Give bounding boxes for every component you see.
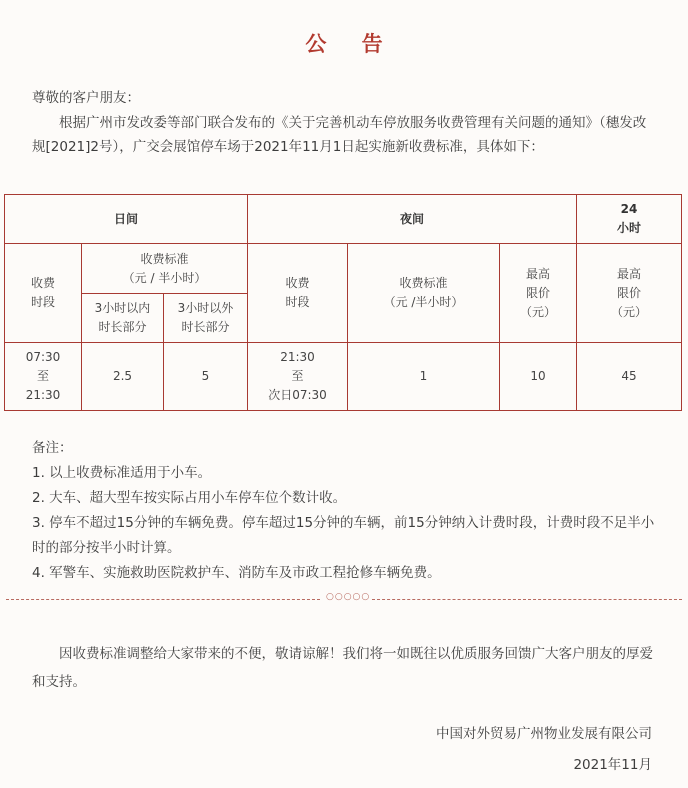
night-period-label-line2: 时段 bbox=[285, 295, 310, 309]
day-period-value bbox=[5, 343, 82, 411]
day-header: 日间 bbox=[5, 195, 248, 244]
day-period-to: 至 bbox=[36, 369, 49, 383]
notes-section bbox=[32, 436, 662, 586]
over3-label-line1: 3小时以外 bbox=[177, 301, 234, 315]
night-period-value bbox=[248, 343, 348, 411]
note-item: 4. 军警车、实施救助医院救护车、消防车及市政工程抢修车辆免费。 bbox=[32, 565, 441, 581]
night-max-value: 10 bbox=[500, 343, 577, 411]
within3-label bbox=[82, 294, 164, 343]
day-period-label-line1: 收费 bbox=[30, 276, 55, 290]
day-period-end: 21:30 bbox=[25, 388, 61, 402]
night-period-end: 次日07:30 bbox=[268, 388, 327, 402]
h24-max-label bbox=[577, 244, 682, 343]
h24-header bbox=[577, 195, 682, 244]
day-std-label bbox=[82, 244, 248, 294]
over3-label bbox=[164, 294, 248, 343]
closing-paragraph: 因收费标准调整给大家带来的不便，敬请谅解！我们将一如既往以优质服务回馈广大客户朋友的厚爱和支持。 bbox=[32, 646, 653, 690]
company-name: 中国对外贸易广州物业发展有限公司 bbox=[436, 726, 652, 742]
fee-table bbox=[4, 194, 682, 411]
night-period-start: 21:30 bbox=[280, 350, 315, 364]
note-item: 2. 大车、超大型车按实际占用小车停车位个数计收。 bbox=[32, 490, 347, 506]
night-period-to: 至 bbox=[291, 369, 304, 383]
night-std-label bbox=[348, 244, 500, 343]
over3-label-line2: 时长部分 bbox=[181, 320, 230, 334]
note-item: 3. 停车不超过15分钟的车辆免费。停车超过15分钟的车辆，前15分钟纳入计费时段，计费时段不足半小时的部分按半小时计算。 bbox=[32, 515, 655, 556]
notice-date: 2021年11月 bbox=[573, 757, 652, 773]
h24-max-label-line1: 最高 bbox=[616, 266, 641, 281]
divider-dots: ○○○○○ bbox=[326, 592, 371, 602]
night-period-label-line1: 收费 bbox=[285, 276, 310, 290]
divider-line-right bbox=[372, 599, 682, 600]
day-period-label bbox=[5, 244, 82, 343]
day-period-start: 07:30 bbox=[25, 350, 61, 364]
night-period-label bbox=[248, 244, 348, 343]
divider-line-left bbox=[6, 599, 320, 600]
h24-max-label-line2: 限价 bbox=[616, 285, 641, 300]
h24-max-value: 45 bbox=[577, 343, 682, 411]
night-max-label-line1: 最高 bbox=[525, 266, 550, 281]
day-std-label-line1: 收费标准 bbox=[140, 251, 189, 266]
note-item: 1. 以上收费标准适用于小车。 bbox=[32, 465, 212, 481]
night-std-value: 1 bbox=[348, 343, 500, 411]
section-divider bbox=[6, 592, 682, 603]
h24-header-line2: 小时 bbox=[616, 221, 641, 235]
night-max-label-line2: 限价 bbox=[525, 285, 550, 300]
night-max-label bbox=[500, 244, 577, 343]
day-over3-value: 5 bbox=[164, 343, 248, 411]
intro-paragraph: 根据广州市发改委等部门联合发布的《关于完善机动车停放服务收费管理有关问题的通知》（穗发改规[2021]2号），广交会展馆停车场于2021年11月1日起实施新收费标准，具体如下： bbox=[32, 115, 647, 155]
day-period-label-line2: 时段 bbox=[30, 295, 55, 309]
notice-title: 公 告 bbox=[305, 32, 397, 56]
within3-label-line1: 3小时以内 bbox=[94, 301, 151, 315]
h24-max-label-line3: （元） bbox=[610, 304, 647, 319]
night-header: 夜间 bbox=[248, 195, 577, 244]
greeting: 尊敬的客户朋友： bbox=[32, 90, 140, 106]
night-std-label-line1: 收费标准 bbox=[399, 276, 448, 290]
h24-header-line1: 24 bbox=[620, 202, 638, 216]
night-std-unit: （元 /半小时） bbox=[383, 295, 464, 309]
within3-label-line2: 时长部分 bbox=[98, 320, 147, 334]
notes-heading: 备注： bbox=[32, 440, 73, 456]
night-max-label-line3: （元） bbox=[519, 304, 556, 319]
day-within3-value: 2.5 bbox=[82, 343, 164, 411]
day-std-unit: （元 / 半小时） bbox=[122, 270, 207, 285]
